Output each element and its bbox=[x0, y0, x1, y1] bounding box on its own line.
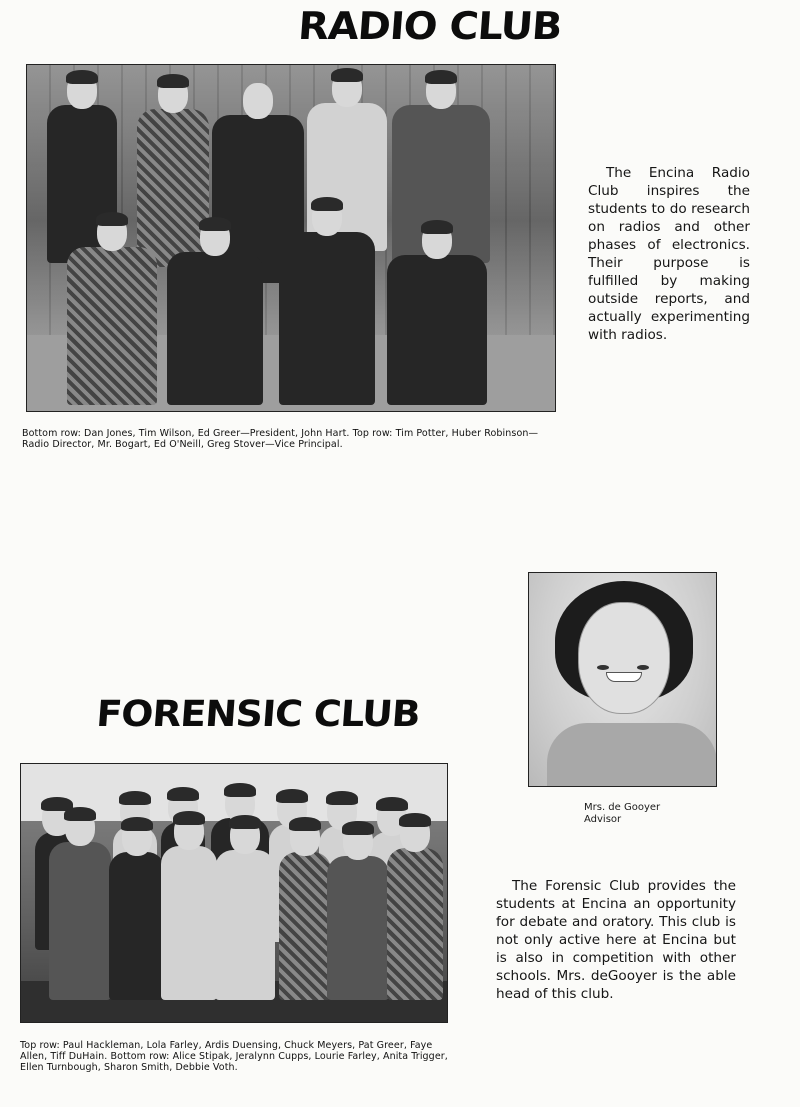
person-figure bbox=[109, 820, 165, 1000]
advisor-face bbox=[579, 603, 669, 713]
advisor-portrait bbox=[528, 572, 717, 787]
radio-club-heading: RADIO CLUB bbox=[296, 4, 563, 48]
person-figure bbox=[279, 820, 331, 1000]
advisor-sweater bbox=[547, 723, 717, 787]
person-figure bbox=[67, 215, 157, 405]
radio-club-photo-caption: Bottom row: Dan Jones, Tim Wilson, Ed Greer—President, John Hart. Top row: Tim Potter, Huber Robinson—Radio Director, Mr. Bogart, Ed O'Neill, Greg Stover—Vice Principal. bbox=[22, 428, 539, 450]
person-figure bbox=[49, 810, 111, 1000]
person-figure bbox=[167, 220, 263, 405]
forensic-club-heading: FORENSIC CLUB bbox=[94, 694, 422, 735]
person-figure bbox=[387, 816, 443, 1000]
forensic-club-group-photo bbox=[20, 763, 448, 1023]
advisor-name: Mrs. de Gooyer bbox=[584, 802, 661, 813]
forensic-club-photo-caption: Top row: Paul Hackleman, Lola Farley, Ardis Duensing, Chuck Meyers, Pat Greer, Faye Allen, Tiff DuHain. Bottom row: Alice Stipak, Jeralynn Cupps, Lourie Farley, Anita Trigger, Ellen Turnbough, Sharon Smith, Debbie Voth. bbox=[20, 1040, 448, 1073]
advisor-smile bbox=[607, 673, 641, 681]
person-figure bbox=[161, 814, 217, 1000]
person-figure bbox=[387, 223, 487, 405]
person-figure bbox=[215, 818, 275, 1000]
radio-club-group-photo bbox=[26, 64, 556, 412]
forensic-club-description: The Forensic Club provides the students at Encina an opportunity for debate and oratory. This club is not only active here at Encina but is also in competition with other schools. Mrs. deGooyer is the able head of this club. bbox=[496, 878, 736, 1002]
person-figure bbox=[327, 824, 389, 1000]
advisor-role: Advisor bbox=[584, 814, 622, 825]
person-figure bbox=[279, 200, 375, 405]
radio-club-description: The Encina Radio Club inspires the students to do research on radios and other phases of electronics. Their purpose is fulfilled by making outside reports, and actually experimenting with radios. bbox=[588, 165, 750, 343]
advisor-caption bbox=[584, 802, 660, 826]
